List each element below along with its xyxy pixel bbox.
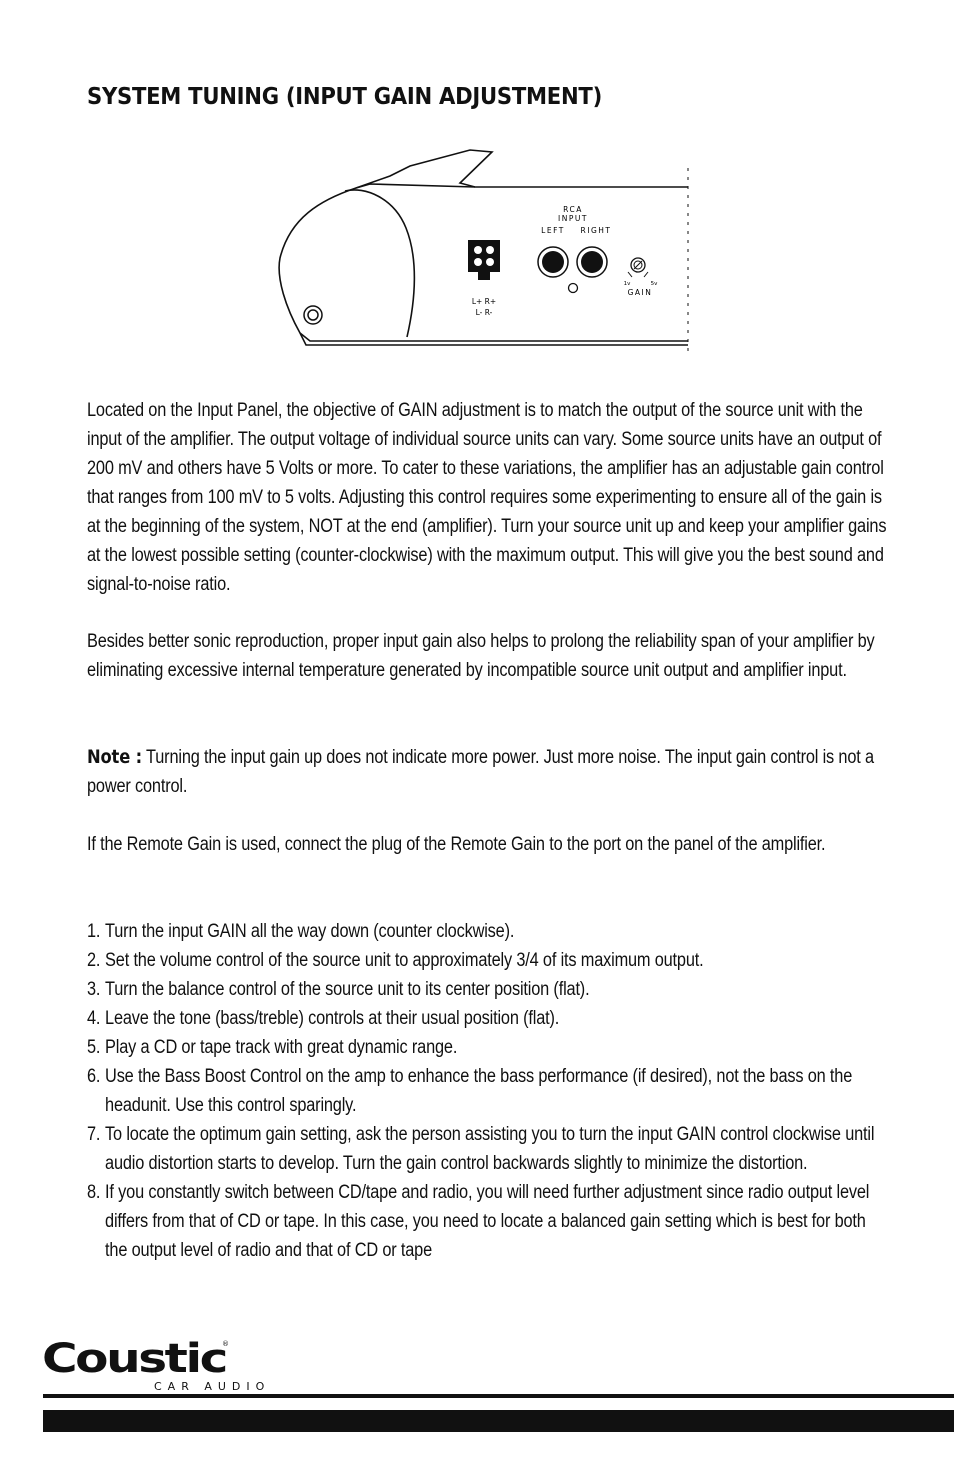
logo-tagline: CAR AUDIO (154, 1380, 271, 1393)
gain-min-label: 1v (623, 281, 631, 287)
list-item-text: To locate the optimum gain setting, ask the person assisting you to turn the input GAIN control clockwise until audio distortion starts to develop. Turn the gain control backwards slightly to minimize the distortion. (105, 1124, 875, 1174)
rca-left-jack-icon (538, 247, 568, 277)
list-item-number: 7. (87, 1124, 101, 1145)
gain-max-label: 5v (650, 281, 658, 287)
connector-label-bottom: L- R- (475, 308, 493, 317)
rca-label: RCA (563, 205, 583, 214)
list-item (87, 946, 887, 975)
note-label: Note : (87, 746, 142, 768)
screw-icon (304, 306, 322, 324)
note-paragraph (87, 743, 874, 801)
list-item-number: 1. (87, 921, 101, 942)
list-item-number: 2. (87, 950, 101, 971)
paragraph-remote-gain: If the Remote Gain is used, connect the plug of the Remote Gain to the port on the panel of the amplifier. (87, 834, 826, 855)
list-item-text: If you constantly switch between CD/tape and radio, you will need further adjustment since radio output level differs from that of CD or tape. In this case, you need to locate a balanced gain setting which is best for both the output level of radio and that of CD or tape (105, 1182, 870, 1261)
paragraph-benefits: Besides better sonic reproduction, proper input gain also helps to prolong the reliability span of your amplifier by eliminating excessive internal temperature generated by incompatible source unit output and amplifier input. (87, 631, 875, 681)
list-item-number: 4. (87, 1008, 101, 1029)
rca-right-jack-icon (577, 247, 607, 277)
list-item (87, 1004, 887, 1033)
list-item-text: Use the Bass Boost Control on the amp to enhance the bass performance (if desired), not the bass on the headunit. Use this control sparingly. (105, 1066, 853, 1116)
shroud-curve (345, 190, 414, 337)
logo-registered: ® (222, 1340, 229, 1348)
list-item-text: Leave the tone (bass/treble) controls at their usual position (flat). (105, 1008, 560, 1029)
logo-brand: Coustic (42, 1336, 227, 1382)
page-title: SYSTEM TUNING (INPUT GAIN ADJUSTMENT) (87, 84, 602, 110)
list-item-text: Play a CD or tape track with great dynamic range. (105, 1037, 458, 1058)
list-item (87, 1120, 887, 1178)
input-panel-diagram (270, 148, 694, 353)
list-item (87, 917, 887, 946)
list-item (87, 975, 887, 1004)
list-item-number: 6. (87, 1066, 101, 1087)
right-label: RIGHT (580, 226, 612, 235)
gain-label: GAIN (627, 288, 653, 297)
connector-label-top: L+ R+ (471, 297, 497, 306)
list-item (87, 1178, 887, 1265)
indicator-led-icon (569, 284, 578, 293)
left-label: LEFT (541, 226, 565, 235)
input-label: INPUT (558, 214, 588, 223)
list-item-number: 8. (87, 1182, 101, 1203)
coustic-logo (42, 1334, 282, 1394)
list-item-text: Set the volume control of the source unit to approximately 3/4 of its maximum output. (105, 950, 704, 971)
remote-connector-icon (468, 240, 500, 280)
list-item (87, 1062, 887, 1120)
list-item-text: Turn the balance control of the source unit to its center position (flat). (105, 979, 590, 1000)
list-item-text: Turn the input GAIN all the way down (counter clockwise). (105, 921, 515, 942)
paragraph-objective: Located on the Input Panel, the objective of GAIN adjustment is to match the output of the source unit with the input of the amplifier. The output voltage of individual source units can vary. Some source units have an output of 200 mV and others have 5 Volts or more. To cater to these variations, the amplifier has an adjustable gain control that ranges from 100 mV to 5 volts. Adjusting this control requires some experimenting to ensure all of the gain is at the beginning of the system, NOT at the end (amplifier). Turn your source unit up and keep your amplifier gains at the lowest possible setting (counter-clockwise) with the maximum output. This will give you the best sound and signal-to-noise ratio. (87, 400, 887, 595)
steps-list (87, 917, 875, 1265)
footer-rule-thick (43, 1410, 954, 1432)
note-text: Turning the input gain up does not indicate more power. Just more noise. The input gain control is not a power control. (87, 747, 874, 797)
footer-rule-thin (43, 1394, 954, 1398)
gain-knob-icon (628, 258, 648, 277)
list-item-number: 5. (87, 1037, 101, 1058)
list-item (87, 1033, 887, 1062)
list-item-number: 3. (87, 979, 101, 1000)
